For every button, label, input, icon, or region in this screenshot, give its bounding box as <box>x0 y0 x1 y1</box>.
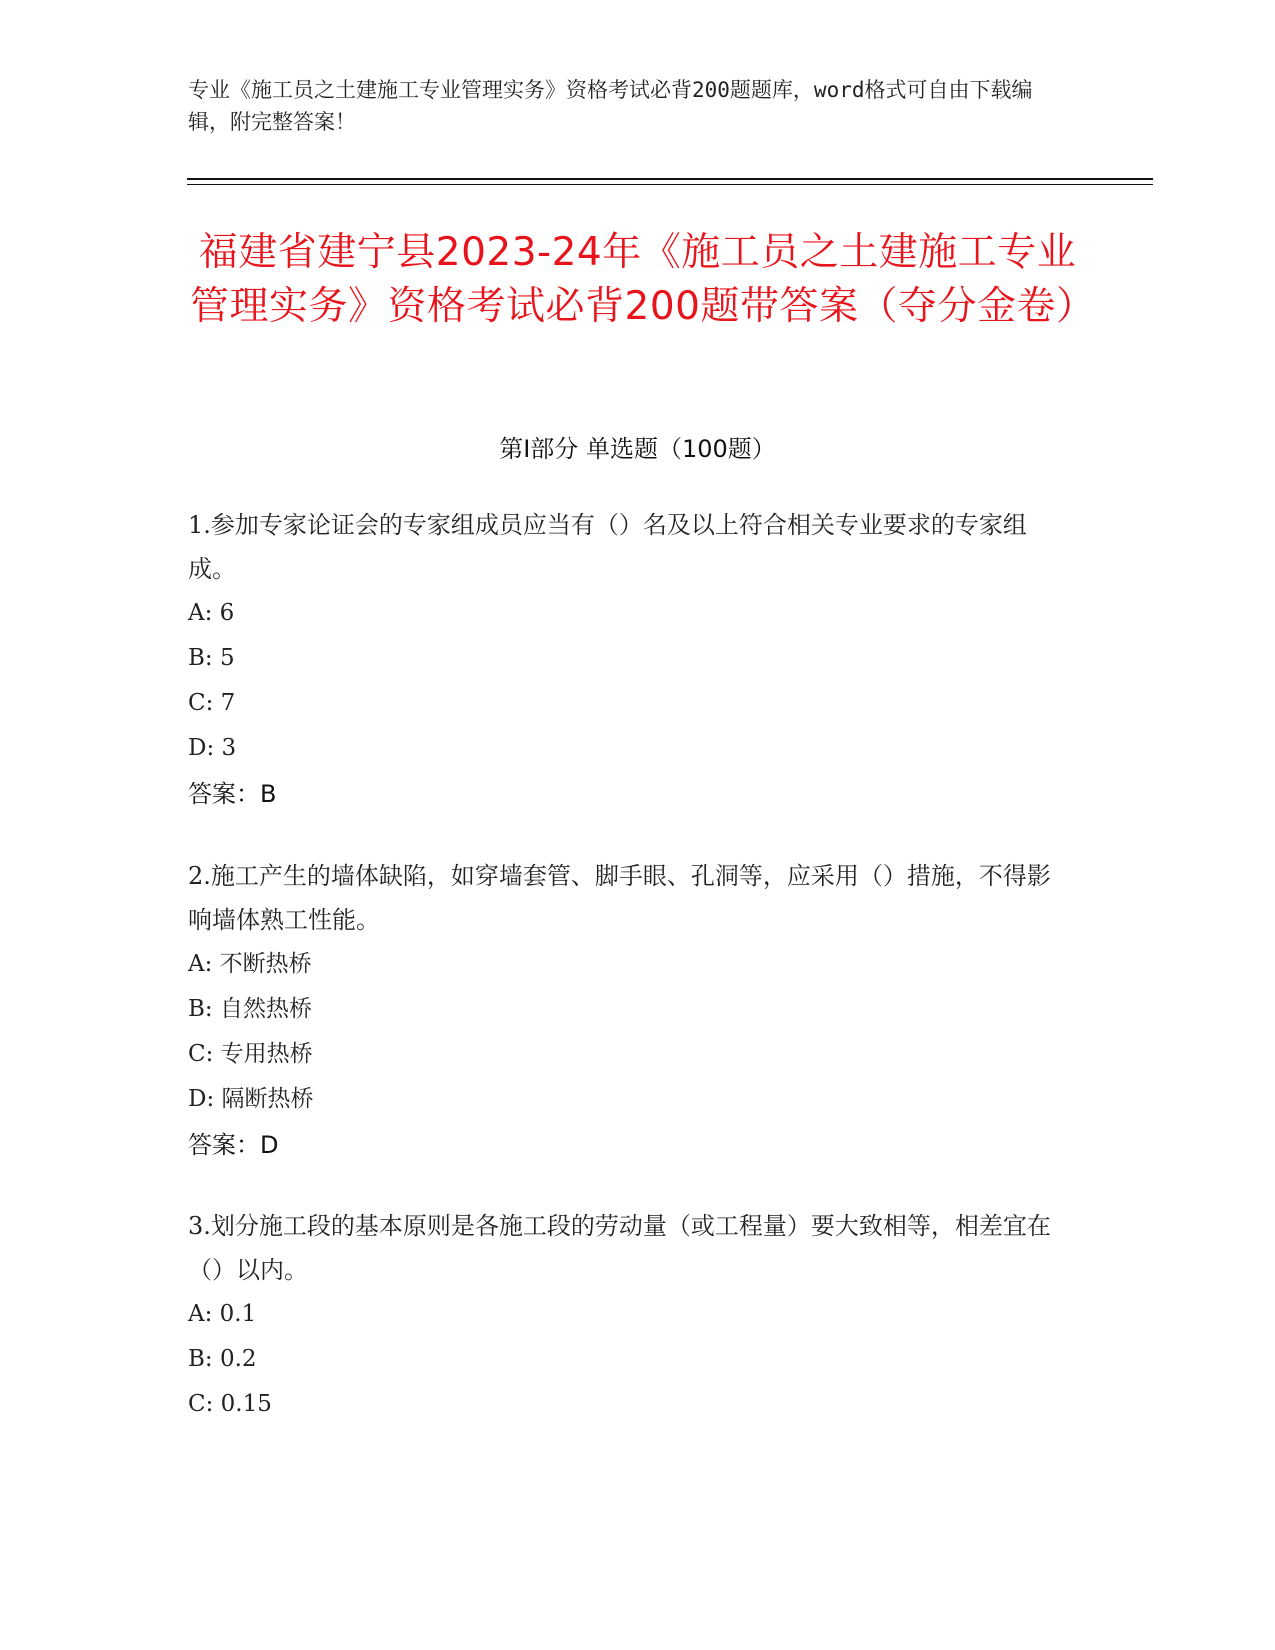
question-2 <box>188 854 1058 1168</box>
question-stem: 1.参加专家论证会的专家组成员应当有（）名及以上符合相关专业要求的专家组成。 <box>188 511 1027 583</box>
header-divider-thick <box>187 178 1153 180</box>
answer-label: 答案：D <box>188 1131 279 1159</box>
option-b: B: 0.2 <box>188 1346 257 1372</box>
option-d: D: 3 <box>188 735 237 761</box>
question-stem: 3.划分施工段的基本原则是各施工段的劳动量（或工程量）要大致相等，相差宜在（）以内。 <box>188 1212 1051 1284</box>
header-note: 专业《施工员之土建施工专业管理实务》资格考试必背200题题库，word格式可自由下载编辑，附完整答案！ <box>188 78 1033 134</box>
question-1 <box>188 503 1058 817</box>
option-a: A: 6 <box>188 600 235 626</box>
option-b: B: 5 <box>188 645 235 671</box>
question-3 <box>188 1204 1058 1427</box>
option-c: C: 0.15 <box>188 1391 272 1417</box>
option-c: C: 7 <box>188 690 236 716</box>
option-b: B: 自然热桥 <box>188 996 312 1022</box>
question-stem: 2.施工产生的墙体缺陷，如穿墙套管、脚手眼、孔洞等，应采用（）措施，不得影响墙体熟工性能。 <box>188 862 1051 934</box>
section-title: 第Ⅰ部分 单选题（100题） <box>499 435 776 463</box>
option-d: D: 隔断热桥 <box>188 1086 314 1112</box>
answer-label: 答案：B <box>188 780 277 808</box>
header-divider-thin <box>187 184 1153 185</box>
option-a: A: 0.1 <box>188 1301 257 1327</box>
option-c: C: 专用热桥 <box>188 1041 313 1067</box>
option-a: A: 不断热桥 <box>188 951 312 977</box>
document-title: 福建省建宁县2023-24年《施工员之土建施工专业管理实务》资格考试必背200题带答案（夺分金卷） <box>190 230 1096 329</box>
